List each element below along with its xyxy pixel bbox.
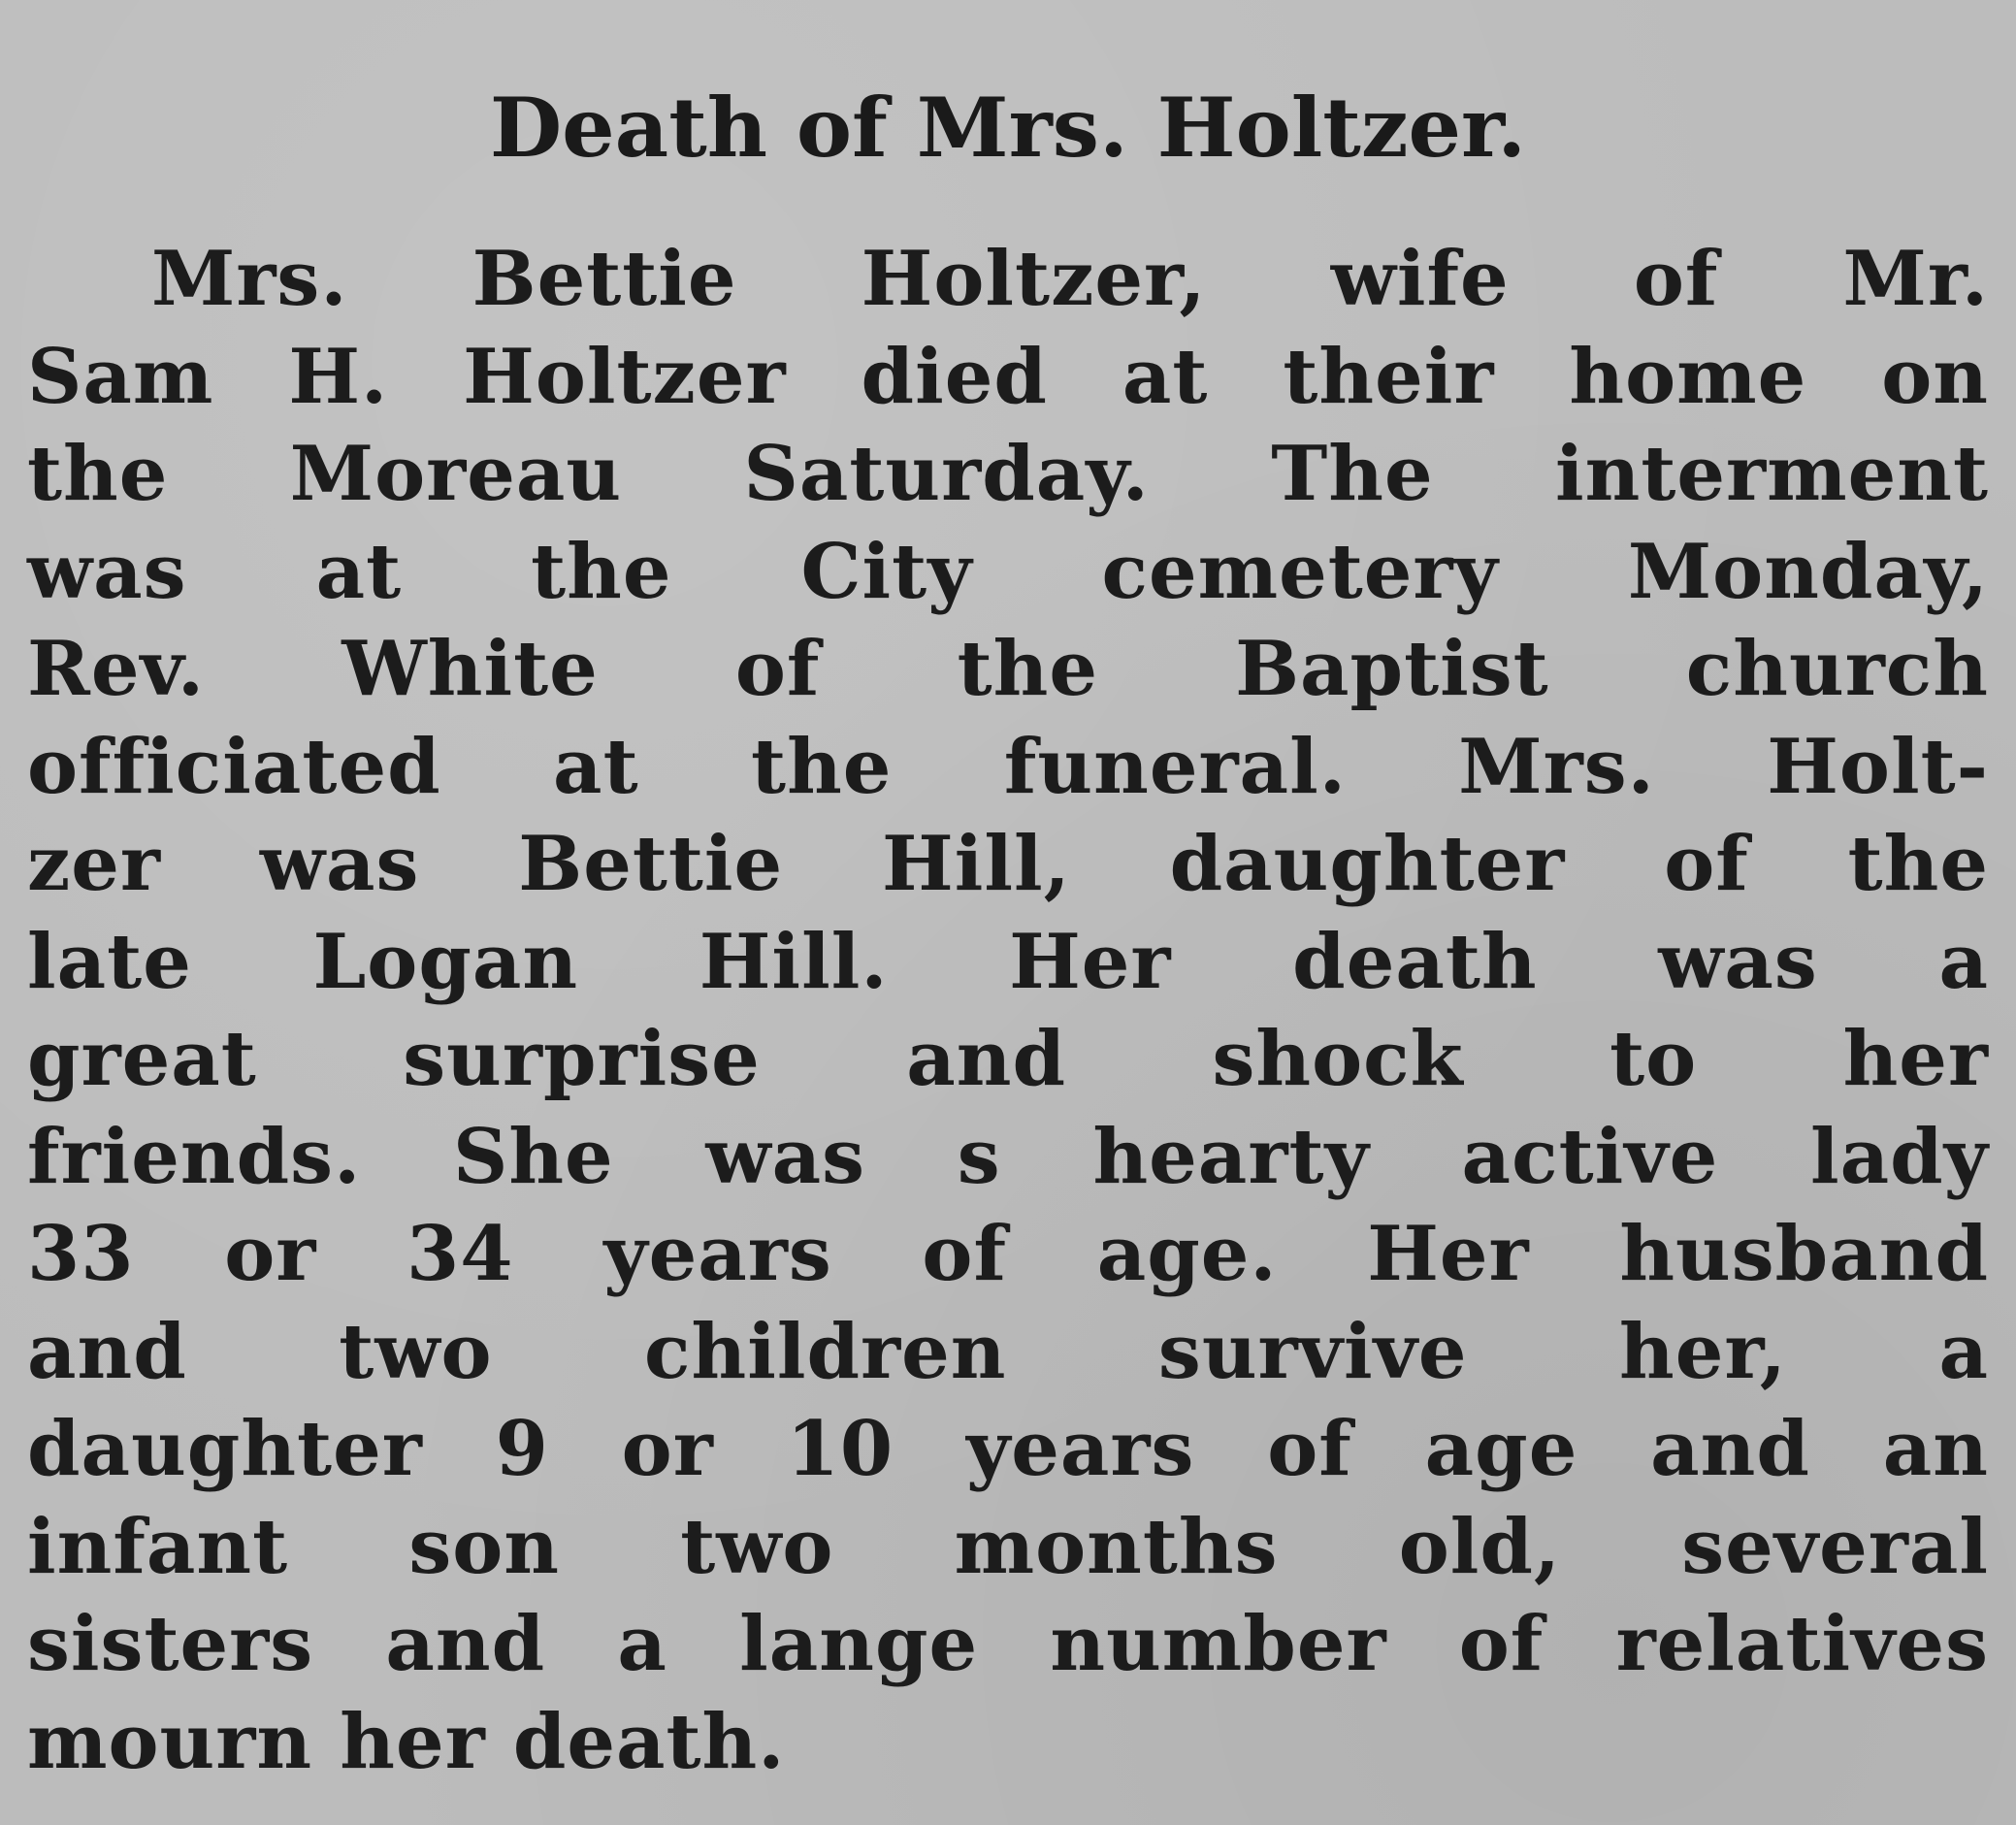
- article-line: late Logan Hill. Her death was a: [27, 917, 1989, 1006]
- article-line: was at the City cemetery Monday,: [27, 527, 1989, 616]
- article-line: Sam H. Holtzer died at their home on: [27, 332, 1989, 421]
- article-line: daughter 9 or 10 years of age and an: [27, 1405, 1989, 1493]
- article-line: Mrs. Bettie Holtzer, wife of Mr.: [151, 235, 1989, 323]
- article-body: [27, 231, 1989, 1791]
- article-line: zer was Bettie Hill, daughter of the: [27, 820, 1989, 908]
- article-line: mourn her death.: [27, 1697, 786, 1786]
- article-line: great surprise and shock to her: [27, 1015, 1989, 1103]
- article-line: sisters and a lange number of relatives: [27, 1600, 1989, 1688]
- article-line: officiated at the funeral. Mrs. Holt-: [27, 722, 1989, 811]
- headline: Death of Mrs. Holtzer.: [489, 80, 1527, 176]
- article-line: infant son two months old, several: [27, 1502, 1989, 1591]
- article-line: Rev. White of the Baptist church: [27, 625, 1989, 713]
- article-line: friends. She was s hearty active lady: [27, 1112, 1989, 1201]
- article-line: 33 or 34 years of age. Her husband: [27, 1210, 1989, 1298]
- article-line: and two children survive her, a: [27, 1307, 1989, 1396]
- article-line: the Moreau Saturday. The interment: [27, 430, 1989, 518]
